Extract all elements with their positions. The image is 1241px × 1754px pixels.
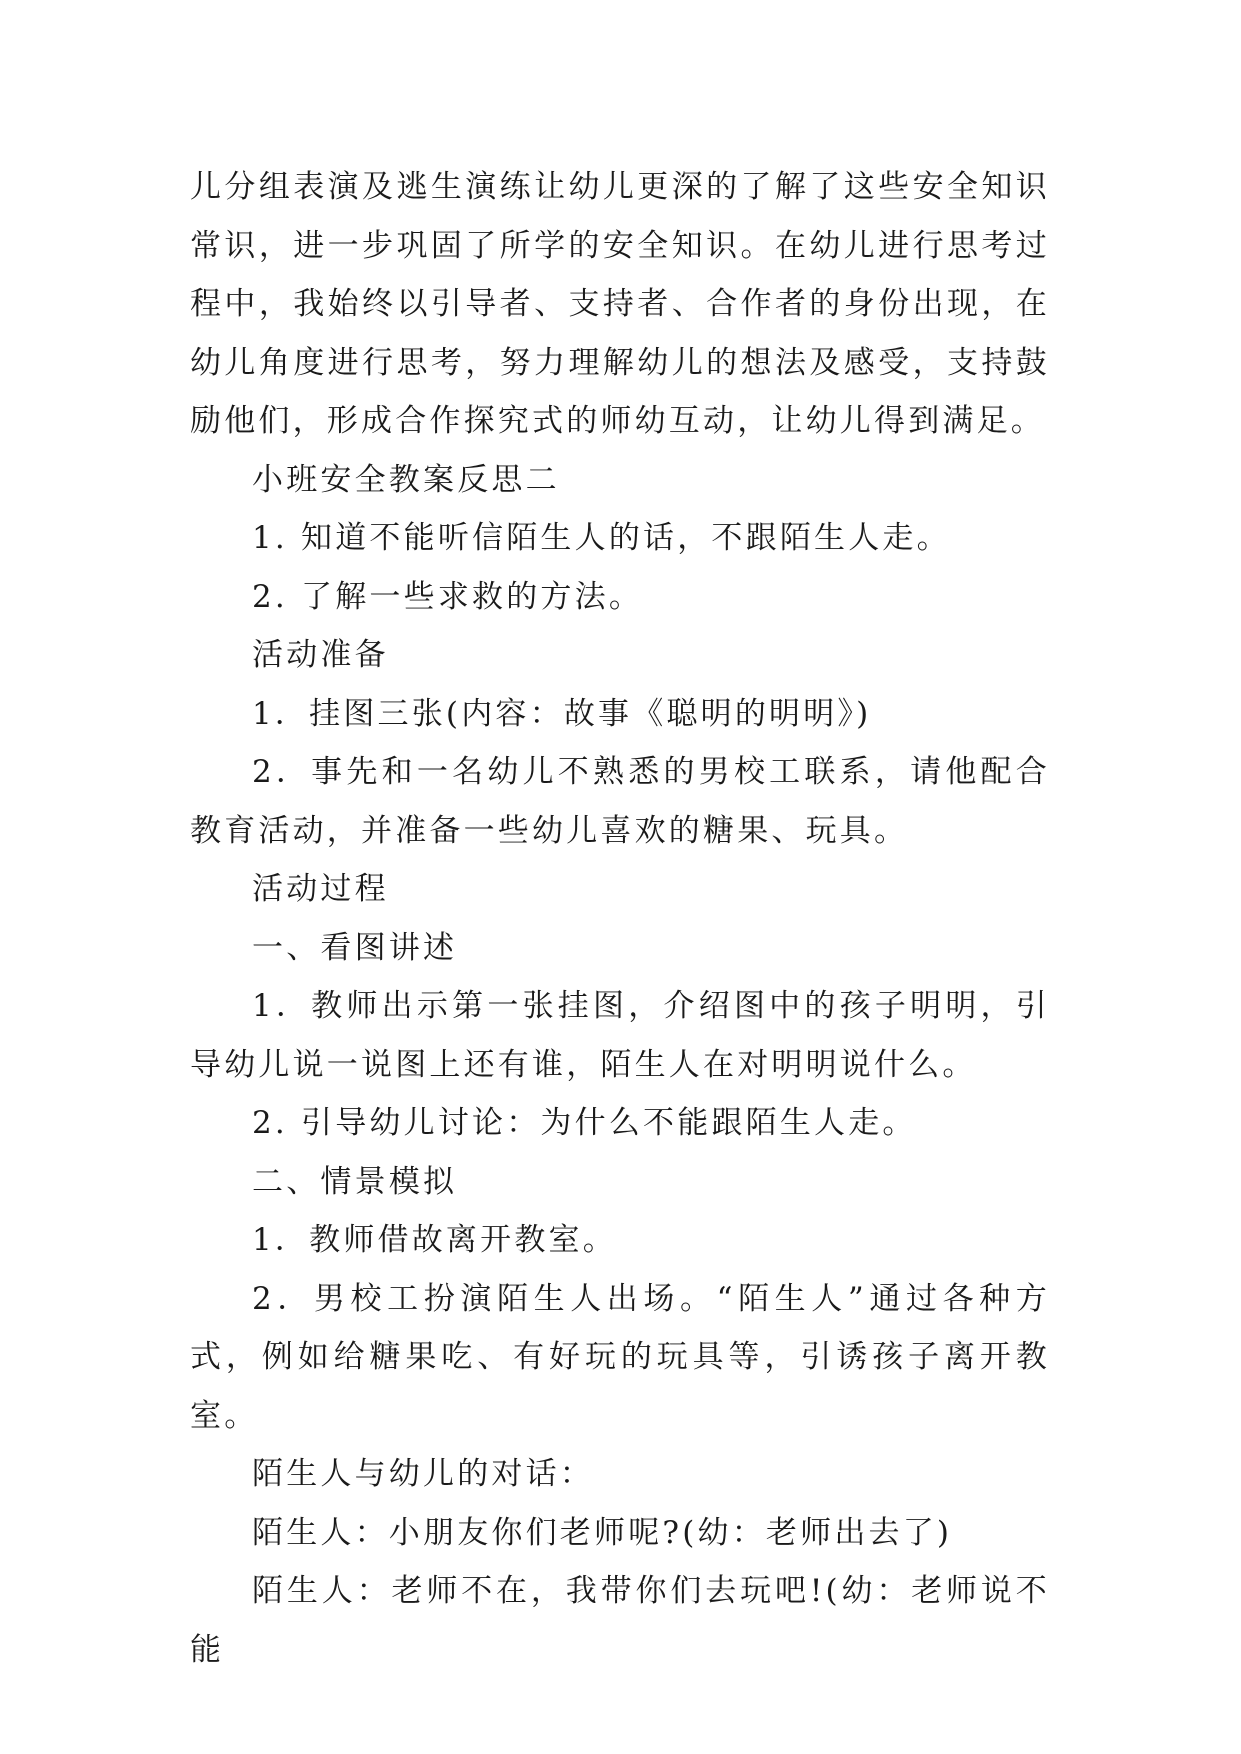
document-body (190, 158, 1050, 1679)
subheading-scenario-simulation: 二、情景模拟 (252, 1163, 458, 1200)
process-step-1-1: 1．教师出示第一张挂图，介绍图中的孩子明明，引导幼儿说一说图上还有谁，陌生人在对明明说什么。 (190, 988, 1050, 1083)
goal-item-1: 1. 知道不能听信陌生人的话，不跟陌生人走。 (252, 520, 951, 556)
section-title: 小班安全教案反思二 (252, 461, 560, 498)
heading-process: 活动过程 (252, 871, 389, 907)
preparation-item-2: 2．事先和一名幼儿不熟悉的男校工联系，请他配合教育活动，并准备一些幼儿喜欢的糖果、玩具。 (190, 754, 1050, 849)
process-step-2-1: 1．教师借故离开教室。 (252, 1222, 617, 1258)
process-step-1-2: 2. 引导幼儿讨论：为什么不能跟陌生人走。 (252, 1105, 917, 1141)
subheading-picture-narration: 一、看图讲述 (252, 929, 458, 966)
paragraph-reflection-continued: 儿分组表演及逃生演练让幼儿更深的了解了这些安全知识常识，进一步巩固了所学的安全知识。在幼儿进行思考过程中，我始终以引导者、支持者、合作者的身份出现，在幼儿角度进行思考，努力理解幼儿的想法及感受，支持鼓励他们，形成合作探究式的师幼互动，让幼儿得到满足。 (190, 169, 1050, 439)
dialogue-intro: 陌生人与幼儿的对话： (252, 1456, 594, 1492)
dialogue-line-2: 陌生人：老师不在，我带你们去玩吧!(幼：老师说不能 (190, 1573, 1050, 1668)
heading-preparation: 活动准备 (252, 637, 389, 673)
preparation-item-1: 1．挂图三张(内容：故事《聪明的明明》) (252, 695, 872, 732)
process-step-2-2: 2．男校工扮演陌生人出场。“陌生人”通过各种方式，例如给糖果吃、有好玩的玩具等，引诱孩子离开教室。 (190, 1280, 1050, 1434)
goal-item-2: 2. 了解一些求救的方法。 (252, 578, 644, 615)
dialogue-line-1: 陌生人：小朋友你们老师呢?(幼：老师出去了) (252, 1514, 953, 1551)
